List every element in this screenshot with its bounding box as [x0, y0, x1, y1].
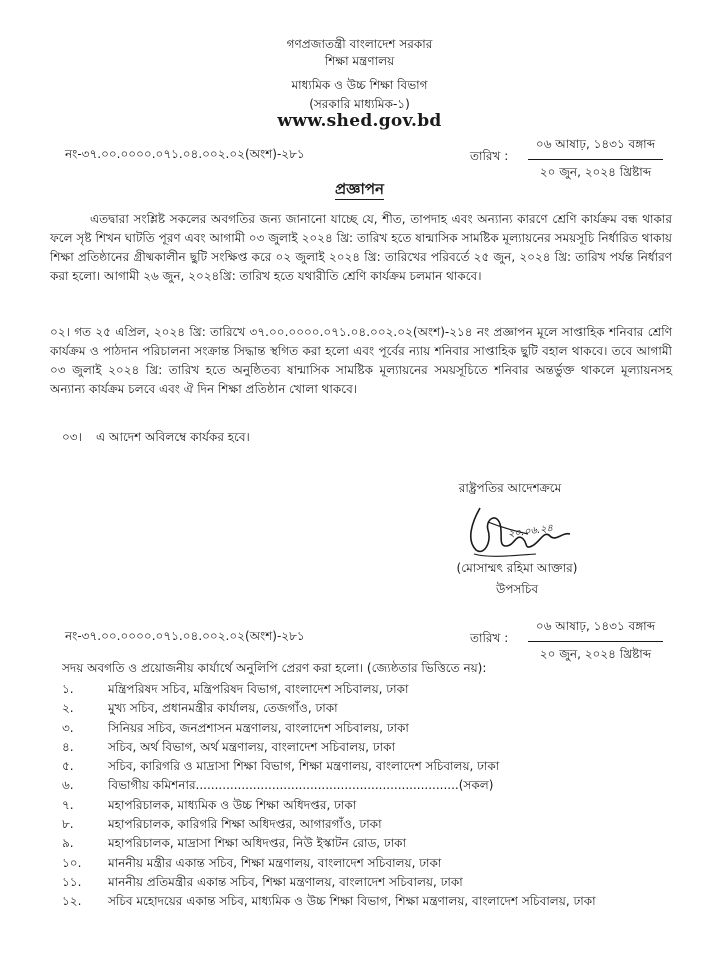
- list-item-number: ১২.: [62, 894, 82, 909]
- date-bangla: ০৬ আষাঢ়, ১৪৩১ বঙ্গাব্দ: [528, 136, 663, 160]
- list-item-text: মুখ্য সচিব, প্রধানমন্ত্রীর কার্যালয়, তেজগাঁও, ঢাকা: [108, 701, 338, 716]
- section-name: (সরকারি মাধ্যমিক-১): [309, 97, 410, 111]
- list-item: [62, 815, 682, 834]
- list-item-text: সচিব, কারিগরি ও মাদ্রাসা শিক্ষা বিভাগ, শিক্ষা মন্ত্রণালয়, বাংলাদেশ সচিবালয়, ঢাকা: [108, 759, 500, 774]
- list-item-number: ৩.: [62, 720, 74, 735]
- memo-date: [528, 136, 663, 184]
- ministry-name: শিক্ষা মন্ত্রণালয়: [324, 54, 395, 68]
- list-item: [62, 873, 682, 892]
- list-item-text: সচিব, অর্থ বিভাগ, অর্থ মন্ত্রণালয়, বাংলাদেশ সচিবালয়, ঢাকা: [108, 739, 396, 754]
- list-item: [62, 699, 682, 718]
- signatory-name: (মোসাম্মৎ রহিমা আক্তার): [456, 561, 578, 575]
- list-item-text: মন্ত্রিপরিষদ সচিব, মন্ত্রিপরিষদ বিভাগ, বাংলাদেশ সচিবালয়, ঢাকা: [108, 682, 409, 696]
- list-item-text: বিভাগীয় কমিশনার.....................................................................(সকল): [108, 778, 494, 793]
- list-item: [62, 776, 682, 795]
- list-item-number: ৪.: [62, 739, 74, 754]
- paragraph-3-text: এ আদেশ অবিলম্বে কার্যকর হবে।: [96, 430, 250, 444]
- distribution-list: [62, 680, 682, 912]
- paragraph-1: এতদ্বারা সংশ্লিষ্ট সকলের অবগতির জন্য জানানো যাচ্ছে যে, শীত, তাপদাহ এবং অন্যান্য কারণে শ্রেণি কার্যক্রম বন্ধ থাকার ফলে সৃষ্ট শিখন ঘাটতি পূরণ এবং আগামী ০৩ জুলাই ২০২৪ খ্রি: তারিখ হতে ষান্মাসিক সামষ্টিক মূল্যায়নের সময়সূচি নির্ধারিত থাকায় শিক্ষা প্রতিষ্ঠানের গ্রীষ্মকালীন ছুটি সংক্ষিপ্ত করে ০২ জুলাই ২০২৪ খ্রি: তারিখের পরিবর্তে ২৫ জুন, ২০২৪ খ্রি: তারিখ পর্যন্ত নির্ধারণ করা হলো। আগামী ২৬ জুন, ২০২৪খ্রি: তারিখ হতে যথারীতি শ্রেণি কার্যক্রম চলমান থাকবে।: [50, 212, 672, 283]
- paragraph-3: [62, 429, 250, 449]
- list-item-text: মহাপরিচালক, কারিগরি শিক্ষা অধিদপ্তর, আগারগাঁও, ঢাকা: [108, 817, 382, 832]
- copy-date-gregorian: ২০ জুন, ২০২৪ খ্রিষ্টাব্দ: [539, 647, 652, 661]
- date-gregorian: ২০ জুন, ২০২৪ খ্রিষ্টাব্দ: [539, 165, 652, 179]
- list-item-number: ৭.: [62, 797, 74, 812]
- government-name: গণপ্রজাতন্ত্রী বাংলাদেশ সরকার: [286, 37, 433, 51]
- list-item-text: সচিব মহোদয়ের একান্ত সচিব, মাধ্যমিক ও উচ্চ শিক্ষা বিভাগ, শিক্ষা মন্ত্রণালয়, বাংলাদেশ সচিবালয়, ঢাকা: [108, 894, 596, 909]
- document-title-text: প্রজ্ঞাপন: [334, 180, 385, 198]
- copy-memo-date: [528, 618, 663, 666]
- list-item-number: ৬.: [62, 778, 74, 793]
- copy-intro: সদয় অবগতি ও প্রয়োজনীয় কার্যার্থে অনুলিপি প্রেরণ করা হলো। (জ্যেষ্ঠতার ভিত্তিতে নয়):: [62, 661, 487, 675]
- division-name: মাধ্যমিক ও উচ্চ শিক্ষা বিভাগ: [291, 78, 428, 92]
- order-line: রাষ্ট্রপতির আদেশক্রমে: [458, 481, 562, 495]
- list-item-text: মহাপরিচালক, মাধ্যমিক ও উচ্চ শিক্ষা অধিদপ্তর, ঢাকা: [108, 797, 357, 812]
- document-title: [0, 178, 719, 203]
- list-item-number: ২.: [62, 701, 74, 716]
- list-item: [62, 719, 682, 738]
- copy-date-label: তারিখ :: [470, 631, 509, 645]
- list-item-number: ৮.: [62, 817, 74, 832]
- list-item: [62, 757, 682, 776]
- signature-date: ২০.০৬.২৪: [507, 522, 554, 541]
- list-item: [62, 854, 682, 873]
- list-item: [62, 834, 682, 853]
- list-item: [62, 738, 682, 757]
- date-label: তারিখ :: [470, 149, 509, 163]
- copy-memo-number: নং-৩৭.০০.০০০০.০৭১.০৪.০০২.০২(অংশ)-২৮১: [65, 629, 305, 643]
- website-link[interactable]: www.shed.gov.bd: [277, 111, 442, 131]
- memo-number: নং-৩৭.০০.০০০০.০৭১.০৪.০০২.০২(অংশ)-২৮১: [65, 147, 305, 161]
- copy-date-bangla: ০৬ আষাঢ়, ১৪৩১ বঙ্গাব্দ: [528, 618, 663, 642]
- signatory-designation: উপসচিব: [495, 582, 538, 596]
- list-item-number: ১১.: [62, 874, 82, 889]
- list-item: [62, 892, 682, 911]
- list-item-text: মাননীয় প্রতিমন্ত্রীর একান্ত সচিব, শিক্ষা মন্ত্রণালয়, বাংলাদেশ সচিবালয়, ঢাকা: [108, 874, 463, 889]
- list-item-number: ১০.: [62, 855, 82, 870]
- list-item-number: ৯.: [62, 836, 74, 851]
- list-item: [62, 796, 682, 815]
- paragraph-3-number: ০৩।: [62, 430, 82, 444]
- list-item-number: ৫.: [62, 759, 74, 774]
- list-item-text: মহাপরিচালক, মাদ্রাসা শিক্ষা অধিদপ্তর, নিউ ইস্কাটন রোড, ঢাকা: [108, 836, 407, 851]
- list-item-text: সিনিয়র সচিব, জনপ্রশাসন মন্ত্রণালয়, বাংলাদেশ সচিবালয়, ঢাকা: [108, 720, 409, 735]
- list-item-number: ১.: [62, 682, 74, 696]
- list-item: [62, 680, 682, 699]
- paragraph-2: ০২। গত ২৫ এপ্রিল, ২০২৪ খ্রি: তারিখে ৩৭.০০.০০০০.০৭১.০৪.০০২.০২(অংশ)-২১৪ নং প্রজ্ঞাপন মূলে সাপ্তাহিক শনিবার শ্রেণি কার্যক্রম ও পাঠদান পরিচালনা সংক্রান্ত সিদ্ধান্ত স্থগিত করা হলো এবং পূর্বের ন্যায় শনিবার সাপ্তাহিক ছুটি বহাল থাকবে। তবে আগামী ০৩ জুলাই ২০২৪ খ্রি: তারিখ হতে অনুষ্ঠিতব্য ষান্মাসিক সামষ্টিক মূল্যায়নের সময়সূচিতে শনিবার অন্তর্ভুক্ত থাকলে মূল্যায়নসহ অন্যান্য কার্যক্রম চলবে এবং ঐ দিন শিক্ষা প্রতিষ্ঠান খোলা থাকবে।: [50, 325, 672, 396]
- list-item-text: মাননীয় মন্ত্রীর একান্ত সচিব, শিক্ষা মন্ত্রণালয়, বাংলাদেশ সচিবালয়, ঢাকা: [108, 855, 442, 870]
